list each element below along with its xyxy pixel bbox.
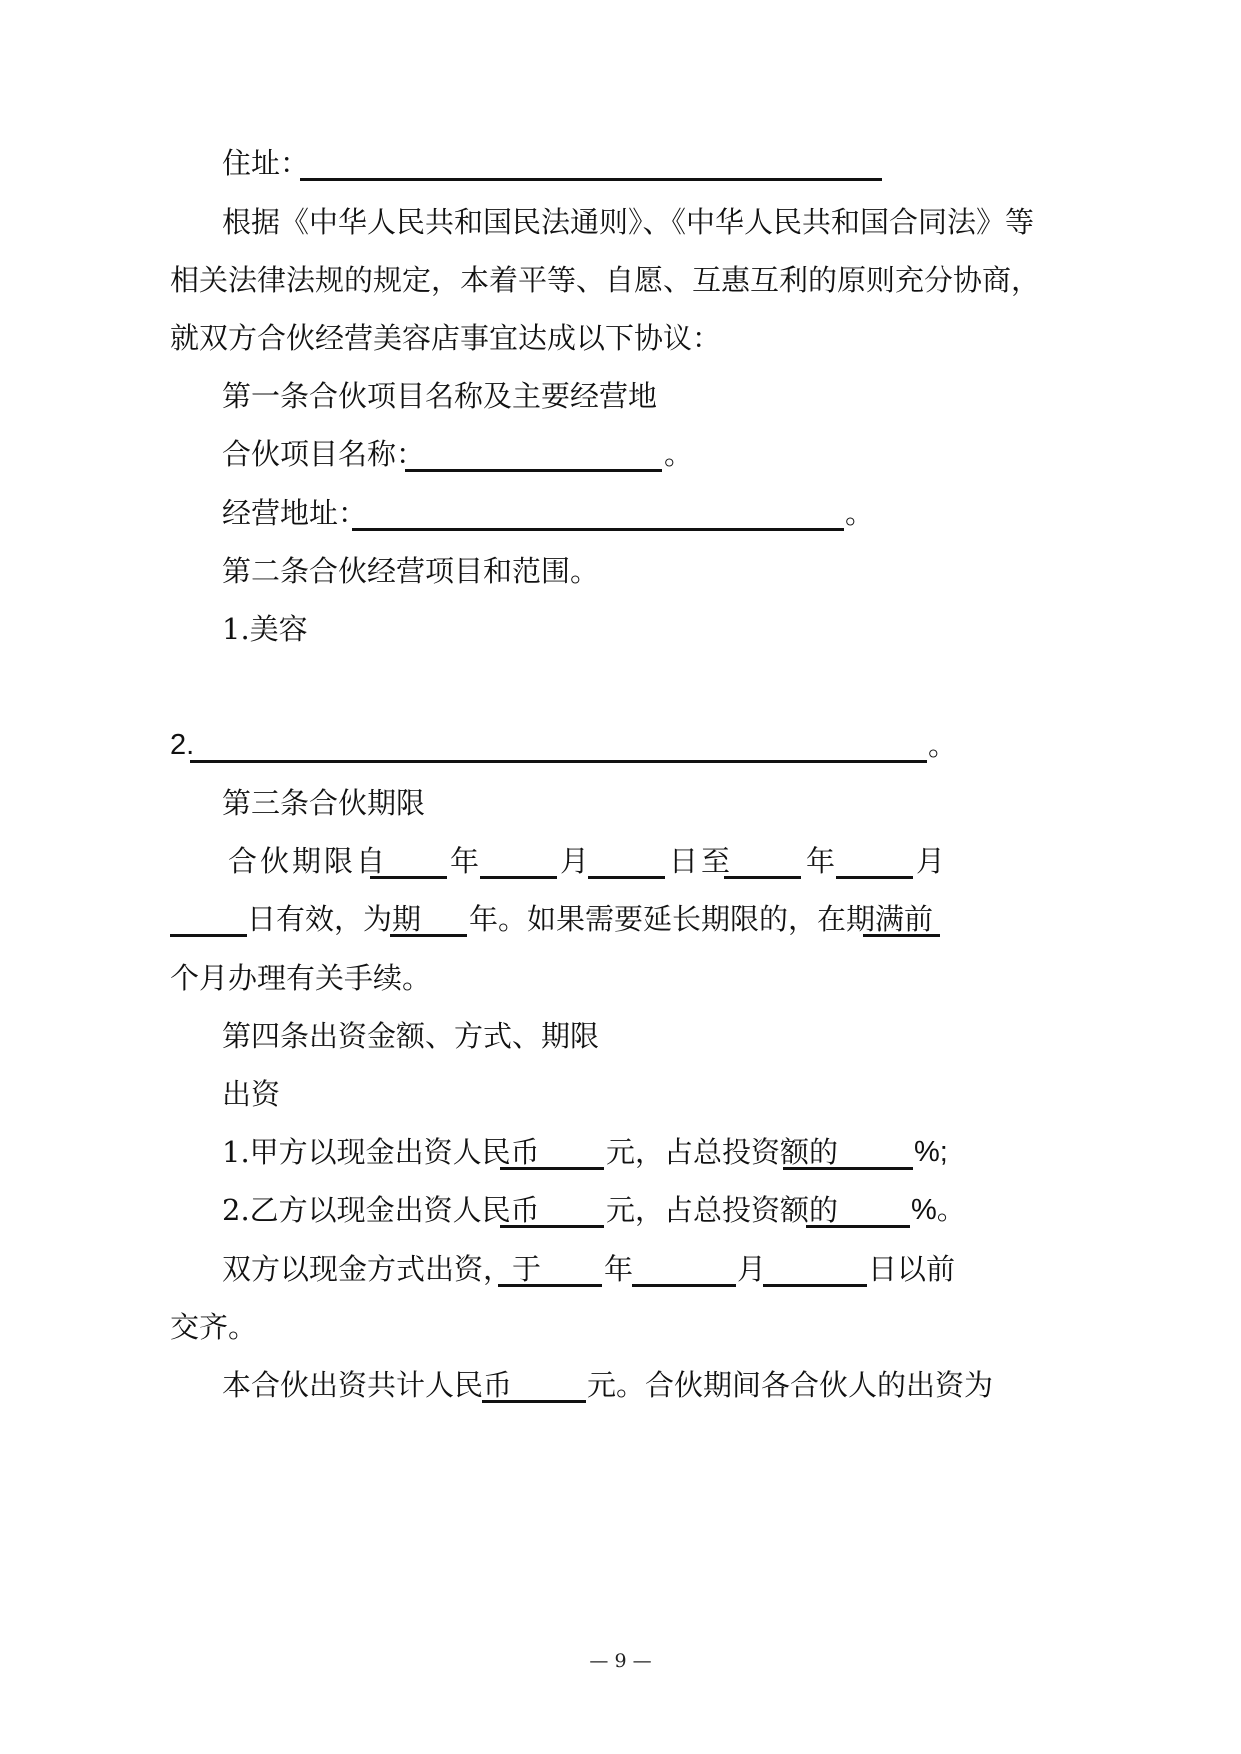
business-address-line: 经营地址： 。 <box>0 488 1241 538</box>
term-start-day-blank[interactable] <box>588 846 665 879</box>
term-duration-blank[interactable] <box>390 904 467 937</box>
term-line-3: 个月办理有关手续。 <box>170 961 432 995</box>
party-a-line: 1.甲方以现金出资人民币 元，占总投资额的 %; <box>222 1135 948 1169</box>
cash-payment-line: 双方以现金方式出资，于 年 月 日以前 <box>222 1252 956 1286</box>
party-a-percent-blank[interactable] <box>783 1137 913 1170</box>
term-line-2: 日有效，为期 年。如果需要延长期限的，在期满前 <box>0 894 1241 944</box>
payment-day-blank[interactable] <box>763 1254 867 1287</box>
party-a-amount-blank[interactable] <box>500 1137 604 1170</box>
business-address-label: 经营地址： <box>222 496 368 530</box>
total-contribution-line: 本合伙出资共计人民币 元。合伙期间各合伙人的出资为 <box>222 1368 994 1402</box>
article-3-title: 第三条合伙期限 <box>222 786 426 820</box>
intro-line-2: 相关法律法规的规定，本着平等、自愿、互惠互利的原则充分协商， <box>170 263 1041 297</box>
term-line-1: 合伙期限自 年 月 日至 年 月 <box>228 844 946 878</box>
item-2: 2. 。 <box>170 728 958 762</box>
extension-months-blank[interactable] <box>863 904 940 937</box>
intro-line-3: 就双方合伙经营美容店事宜达成以下协议： <box>170 321 722 355</box>
party-b-amount-blank[interactable] <box>500 1195 604 1228</box>
payment-month-blank[interactable] <box>632 1254 736 1287</box>
term-end-month-blank[interactable] <box>836 846 913 879</box>
term-end-day-blank[interactable] <box>170 904 247 937</box>
project-name-blank[interactable] <box>405 439 662 472</box>
term-end-year-blank[interactable] <box>724 846 801 879</box>
project-name-label: 合伙项目名称： <box>222 437 426 471</box>
contribution-heading: 出资 <box>222 1077 281 1111</box>
payment-year-blank[interactable] <box>498 1254 602 1287</box>
term-start-year-blank[interactable] <box>370 846 447 879</box>
cash-payment-line-2: 交齐。 <box>170 1310 258 1344</box>
project-name-line: 合伙项目名称： 。 <box>0 429 1241 479</box>
intro-line-1: 根据《中华人民共和国民法通则》、《中华人民共和国合同法》等 <box>222 205 1035 239</box>
address-line <box>0 138 1241 188</box>
total-amount-blank[interactable] <box>482 1370 586 1403</box>
article-4-title: 第四条出资金额、方式、期限 <box>222 1019 600 1053</box>
article-2-title: 第二条合伙经营项目和范围。 <box>222 554 600 588</box>
address-label: 住址： <box>222 146 310 180</box>
item-1: 1.美容 <box>222 612 308 646</box>
party-b-line: 2.乙方以现金出资人民币 元，占总投资额的 %。 <box>222 1193 966 1227</box>
term-start-month-blank[interactable] <box>480 846 557 879</box>
page-number: — 9 — <box>589 1650 652 1672</box>
address-blank[interactable] <box>300 148 882 181</box>
party-b-percent-blank[interactable] <box>806 1195 910 1228</box>
item-2-blank[interactable] <box>190 730 927 763</box>
article-1-title: 第一条合伙项目名称及主要经营地 <box>222 379 658 413</box>
business-address-blank[interactable] <box>352 498 844 531</box>
